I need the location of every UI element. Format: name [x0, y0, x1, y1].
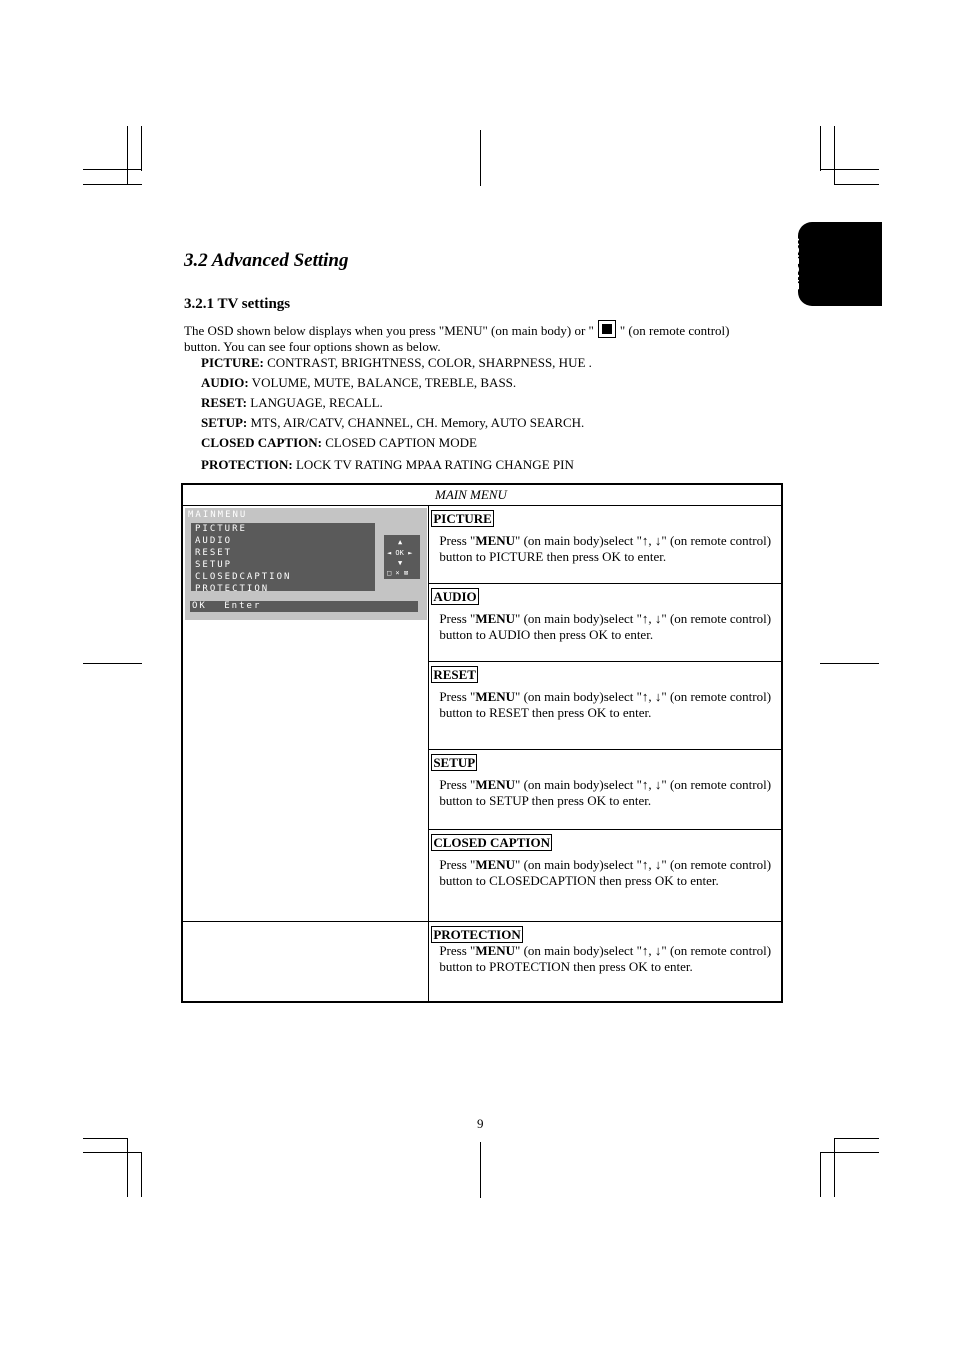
crop-mark — [83, 1152, 142, 1153]
osd-key-icons: □ × ⊠ — [387, 569, 409, 577]
option-picture: PICTURE: CONTRAST, BRIGHTNESS, COLOR, SHARPNESS, HUE . — [201, 355, 592, 370]
picture-label: PICTURE — [433, 511, 492, 526]
option-audio: AUDIO: VOLUME, MUTE, BALANCE, TREBLE, BASS. — [201, 375, 517, 390]
setup-description: Press "MENU" (on main body)select "↑, ↓" (on remote control) button to SETUP then press OK to enter. — [439, 777, 772, 808]
setup-label: SETUP — [433, 755, 476, 770]
protection-label: PROTECTION — [433, 927, 521, 942]
row-picture — [429, 506, 782, 584]
crop-mark — [480, 1142, 481, 1198]
option-reset: RESET: LANGUAGE, RECALL. — [201, 395, 383, 410]
crop-mark — [127, 126, 128, 185]
crop-mark — [83, 663, 142, 664]
row-closed-caption — [429, 830, 782, 922]
osd-screenshot — [185, 508, 427, 620]
arrow-down-icon: ▼ — [398, 559, 403, 567]
protection-description: Press "MENU" (on main body)select "↑, ↓" (on remote control) button to PROTECTION then press OK to enter. — [439, 943, 772, 974]
section-title: 3.2 Advanced Setting — [184, 250, 349, 271]
reset-label: RESET — [433, 667, 476, 682]
main-menu-table — [181, 483, 783, 1003]
osd-item: CLOSEDCAPTION — [195, 572, 292, 582]
audio-description: Press "MENU" (on main body)select "↑, ↓" (on remote control) button to AUDIO then press OK to enter. — [439, 611, 772, 642]
picture-description: Press "MENU" (on main body)select "↑, ↓" (on remote control) button to PICTURE then press OK to enter. — [439, 533, 772, 564]
crop-mark — [834, 1138, 879, 1139]
option-protection: PROTECTION: LOCK TV RATING MPAA RATING CHANGE PIN — [201, 457, 574, 472]
osd-nav-pad — [384, 535, 420, 579]
option-closed-caption: CLOSED CAPTION: CLOSED CAPTION MODE — [201, 435, 477, 450]
crop-mark — [834, 184, 879, 185]
crop-mark — [127, 1138, 128, 1197]
empty-cell — [182, 922, 429, 1002]
osd-menu-list — [191, 523, 375, 594]
intro-text-2: " (on remote control) — [619, 323, 730, 338]
osd-item: RESET — [195, 548, 233, 558]
audio-label: AUDIO — [433, 589, 477, 604]
osd-enter-label: Enter — [224, 601, 262, 611]
arrow-up-icon: ▲ — [398, 538, 403, 546]
osd-item: SETUP — [195, 560, 233, 570]
osd-item: PICTURE — [195, 524, 247, 534]
osd-ok-key: OK — [192, 601, 207, 611]
crop-mark — [820, 1152, 821, 1197]
language-tab — [798, 222, 882, 306]
ok-arrows-icon: ◄ OK ► — [387, 549, 413, 557]
subsection-title: 3.2.1 TV settings — [184, 296, 291, 312]
option-setup: SETUP: MTS, AIR/CATV, CHANNEL, CH. Memory, AUTO SEARCH. — [201, 415, 585, 430]
osd-item: AUDIO — [195, 536, 233, 546]
row-protection — [429, 922, 782, 1002]
intro-paragraph — [184, 320, 784, 355]
language-tab-label: ENGLISH — [790, 237, 802, 290]
osd-cell — [182, 506, 429, 922]
page-number: 9 — [477, 1116, 484, 1131]
crop-mark — [820, 663, 879, 664]
osd-item: PROTECTION — [195, 584, 270, 594]
crop-mark — [834, 1138, 835, 1197]
crop-mark — [83, 1138, 128, 1139]
crop-mark — [83, 169, 142, 170]
intro-text-1: The OSD shown below displays when you press "MENU" (on main body) or " — [184, 323, 594, 338]
main-menu-header: MAIN MENU — [182, 484, 782, 506]
osd-enter-bar — [190, 601, 418, 612]
osd-title: MAINMENU — [188, 510, 248, 520]
crop-mark — [83, 184, 142, 185]
menu-remote-icon — [598, 320, 616, 338]
crop-mark — [820, 1152, 879, 1153]
crop-mark — [820, 126, 821, 171]
crop-mark — [820, 169, 879, 170]
row-reset — [429, 662, 782, 750]
reset-description: Press "MENU" (on main body)select "↑, ↓" (on remote control) button to RESET then press OK to enter. — [439, 689, 772, 720]
row-audio — [429, 584, 782, 662]
row-setup — [429, 750, 782, 830]
crop-mark — [834, 126, 835, 185]
crop-mark — [141, 1152, 142, 1197]
closed-caption-label: CLOSED CAPTION — [433, 835, 550, 850]
closed-caption-description: Press "MENU" (on main body)select "↑, ↓" (on remote control) button to CLOSEDCAPTION then press OK to enter. — [439, 857, 772, 888]
crop-mark — [480, 130, 481, 186]
crop-mark — [141, 126, 142, 171]
intro-text-3: button. You can see four options shown as below. — [184, 339, 441, 354]
